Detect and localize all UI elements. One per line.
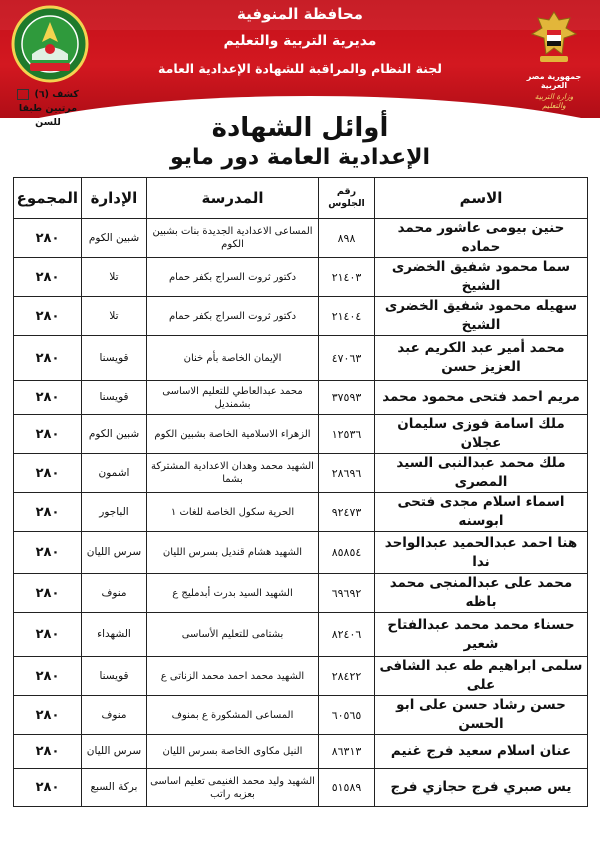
administration: اشمون (82, 454, 147, 493)
header-total: المجموع (14, 178, 82, 219)
table-row (14, 454, 588, 493)
table-row (14, 613, 588, 657)
student-name: حسناء محمد محمد عبدالفتاح شعير (375, 613, 588, 657)
total-score: ٢٨٠ (14, 219, 82, 258)
seat-number: ٢٨٤٢٢ (319, 657, 375, 696)
seat-number: ٨٦٣١٣ (319, 735, 375, 769)
table-row (14, 696, 588, 735)
header-school: المدرسة (147, 178, 319, 219)
seat-number: ٣٧٥٩٣ (319, 381, 375, 415)
school-name: المساعى الاعدادية الجديدة بنات بشبين الكوم (147, 219, 319, 258)
table-row (14, 381, 588, 415)
seat-number: ٢٨٦٩٦ (319, 454, 375, 493)
school-name: الزهراء الاسلامية الخاصة بشبين الكوم (147, 415, 319, 454)
school-name: الشهيد هشام قنديل بسرس الليان (147, 532, 319, 574)
seat-number: ٩٢٤٧٣ (319, 493, 375, 532)
administration: سرس الليان (82, 735, 147, 769)
seat-number: ٦٠٥٦٥ (319, 696, 375, 735)
table-row (14, 415, 588, 454)
table-row (14, 657, 588, 696)
administration: تلا (82, 297, 147, 336)
seat-number: ٢١٤٠٣ (319, 258, 375, 297)
total-score: ٢٨٠ (14, 532, 82, 574)
governorate-title: محافظة المنوفية (237, 5, 363, 23)
seat-number: ٢١٤٠٤ (319, 297, 375, 336)
seat-number: ٤٧٠٦٣ (319, 336, 375, 381)
table-row (14, 336, 588, 381)
governorate-logo-icon (10, 4, 90, 84)
seat-number: ٥١٥٨٩ (319, 769, 375, 807)
seat-number: ٦٩٦٩٢ (319, 574, 375, 613)
total-score: ٢٨٠ (14, 258, 82, 297)
header-administration: الإدارة (82, 178, 147, 219)
seat-number: ٨٩٨ (319, 219, 375, 258)
sheet-label: كشف (٦) (34, 89, 79, 100)
results-table (13, 177, 588, 807)
header-name: الاسم (375, 178, 588, 219)
school-name: النيل مكاوى الخاصة بسرس الليان (147, 735, 319, 769)
table-header-row (14, 178, 588, 219)
total-score: ٢٨٠ (14, 735, 82, 769)
total-score: ٢٨٠ (14, 574, 82, 613)
table-row (14, 493, 588, 532)
document-subtitle: الإعدادية العامة دور مايو (169, 145, 431, 170)
table-row (14, 735, 588, 769)
school-name: دكتور ثروت السراج بكفر حمام (147, 297, 319, 336)
seat-number: ١٢٥٣٦ (319, 415, 375, 454)
administration: شبين الكوم (82, 219, 147, 258)
student-name: سلمى ابراهيم طه عبد الشافى على (375, 657, 588, 696)
student-name: ملك اسامة فوزى سليمان عجلان (375, 415, 588, 454)
total-score: ٢٨٠ (14, 613, 82, 657)
student-name: اسماء اسلام مجدى فتحى ابوسنه (375, 493, 588, 532)
eagle-emblem-icon (526, 6, 582, 66)
administration: الشهداء (82, 613, 147, 657)
total-score: ٢٨٠ (14, 657, 82, 696)
student-name: عنان اسلام سعيد فرج غنيم (375, 735, 588, 769)
administration: شبين الكوم (82, 415, 147, 454)
total-score: ٢٨٠ (14, 454, 82, 493)
document-title: أوائل الشهادة (211, 113, 389, 143)
school-name: بشتامى للتعليم الأساسى (147, 613, 319, 657)
total-score: ٢٨٠ (14, 297, 82, 336)
school-name: محمد عبدالعاطي للتعليم الاساسى بشمنديل (147, 381, 319, 415)
school-name: الشهيد محمد احمد محمد الزناتى ع (147, 657, 319, 696)
student-name: سهيله محمود شفيق الخضرى الشيخ (375, 297, 588, 336)
administration: قويسنا (82, 336, 147, 381)
school-name: المساعى المشكورة ع بمنوف (147, 696, 319, 735)
student-name: مريم احمد فتحى محمود محمد (375, 381, 588, 415)
administration: سرس الليان (82, 532, 147, 574)
school-name: دكتور ثروت السراج بكفر حمام (147, 258, 319, 297)
table-row (14, 258, 588, 297)
table-row (14, 297, 588, 336)
student-name: ملك محمد عبدالنبى السيد المصرى (375, 454, 588, 493)
student-name: حنين بيومى عاشور محمد حماده (375, 219, 588, 258)
administration: قويسنا (82, 381, 147, 415)
sheet-label-line (6, 88, 90, 102)
total-score: ٢٨٠ (14, 769, 82, 807)
student-name: حسن رشاد حسن على ابو الحسن (375, 696, 588, 735)
administration: تلا (82, 258, 147, 297)
administration: الباجور (82, 493, 147, 532)
administration: قويسنا (82, 657, 147, 696)
student-name: محمد على عبدالمنجى محمد باظه (375, 574, 588, 613)
school-name: الشهيد وليد محمد الغنيمى تعليم اساسى بعزبه راتب (147, 769, 319, 807)
school-name: الحرية سكول الخاصة للغات ١ (147, 493, 319, 532)
student-name: يس صبري فرج حجازي فرج (375, 769, 588, 807)
school-name: الشهيد السيد بدرت أبدمليج ع (147, 574, 319, 613)
school-name: الإيمان الخاصة بأم خنان (147, 336, 319, 381)
total-score: ٢٨٠ (14, 336, 82, 381)
table-row (14, 574, 588, 613)
table-row (14, 769, 588, 807)
seat-number: ٨٥٨٥٤ (319, 532, 375, 574)
student-name: هنا احمد عبدالحميد عبدالواحد ندا (375, 532, 588, 574)
administration: منوف (82, 574, 147, 613)
total-score: ٢٨٠ (14, 381, 82, 415)
seat-number: ٨٢٤٠٦ (319, 613, 375, 657)
student-name: محمد أمير عبد الكريم عبد العزيز حسن (375, 336, 588, 381)
administration: منوف (82, 696, 147, 735)
total-score: ٢٨٠ (14, 696, 82, 735)
table-row (14, 219, 588, 258)
directorate-title: مديرية التربية والتعليم (223, 33, 377, 49)
checkbox-square-icon (17, 89, 29, 100)
school-name: الشهيد محمد وهدان الاعدادية المشتركة بشما (147, 454, 319, 493)
student-name: سما محمود شفيق الخضرى الشيخ (375, 258, 588, 297)
administration: بركة السبع (82, 769, 147, 807)
committee-title: لجنة النظام والمراقبة للشهادة الإعدادية العامة (158, 61, 442, 76)
right-emblem-motto: وزارة التربية والتعليم (534, 92, 574, 110)
total-score: ٢٨٠ (14, 493, 82, 532)
table-row (14, 532, 588, 574)
egypt-emblem (522, 6, 586, 110)
sheet-note: مرتبين طبقا للسن (18, 103, 78, 128)
header-seat-number: رقم الجلوس (319, 178, 375, 219)
right-emblem-caption: جمهورية مصر العربية (526, 72, 582, 90)
total-score: ٢٨٠ (14, 415, 82, 454)
